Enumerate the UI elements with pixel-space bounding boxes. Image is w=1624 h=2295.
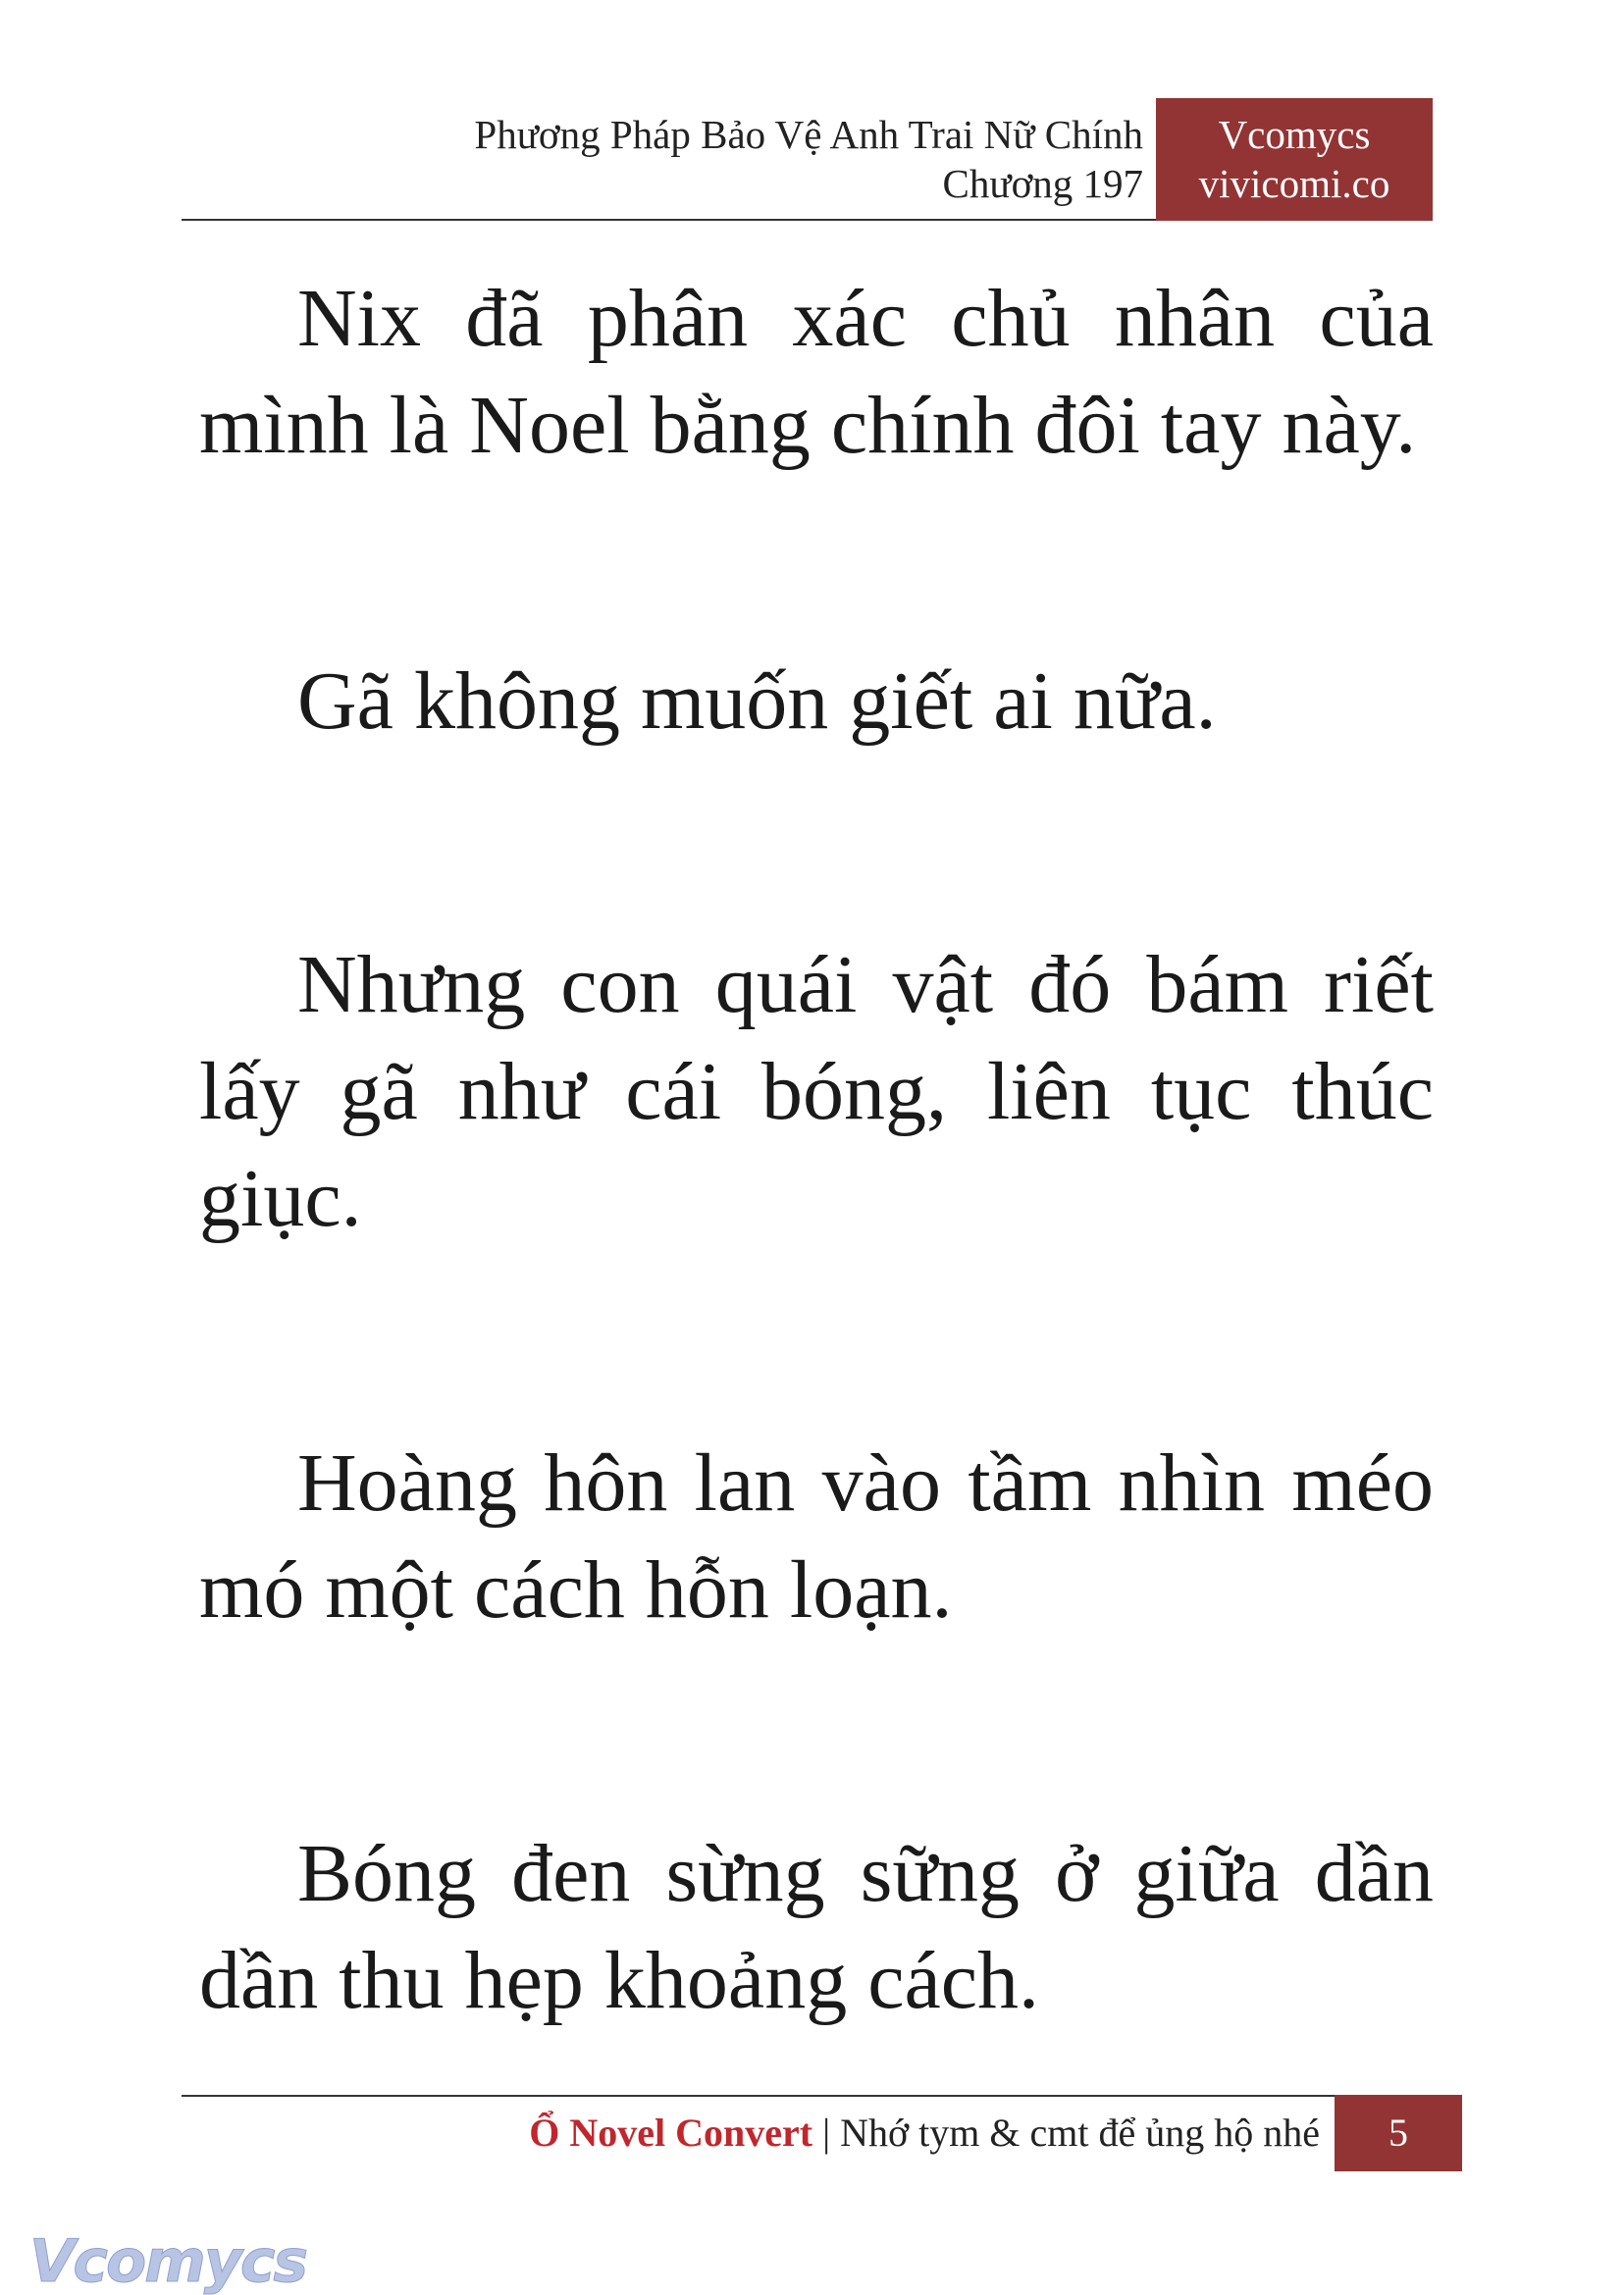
paragraph: Bóng đen sừng sững ở giữa dần dần thu hẹp khoảng cách. — [199, 1828, 1434, 2026]
page-content — [199, 265, 1434, 2034]
page-footer — [182, 2095, 1462, 2171]
header-title-block — [474, 110, 1143, 208]
paragraph: Hoàng hôn lan vào tầm nhìn méo mó một cách hỗn loạn. — [199, 1437, 1434, 1636]
paragraph: Gã không muốn giết ai nữa. — [297, 655, 1217, 747]
watermark-logo: Vcomycs — [29, 2227, 307, 2295]
footer-separator: | — [812, 2111, 841, 2155]
paragraph: Nix đã phân xác chủ nhân của mình là Noel bằng chính đôi tay này. — [199, 273, 1434, 471]
brand-url: vivicomi.co — [1198, 161, 1390, 206]
footer-note: Nhớ tym & cmt để ủng hộ nhé — [840, 2111, 1320, 2155]
paragraph: Nhưng con quái vật đó bám riết lấy gã như cái bóng, liên tục thúc giục. — [199, 939, 1434, 1244]
page-number: 5 — [1335, 2095, 1462, 2171]
book-title: Phương Pháp Bảo Vệ Anh Trai Nữ Chính — [474, 112, 1143, 157]
page-header — [182, 98, 1433, 220]
footer-brand: Ổ Novel Convert — [529, 2111, 813, 2155]
footer-divider — [182, 2095, 1462, 2097]
brand-name: Vcomycs — [1218, 112, 1371, 157]
chapter-label: Chương 197 — [942, 161, 1143, 206]
brand-box — [1156, 98, 1433, 221]
footer-text — [529, 2109, 1320, 2158]
